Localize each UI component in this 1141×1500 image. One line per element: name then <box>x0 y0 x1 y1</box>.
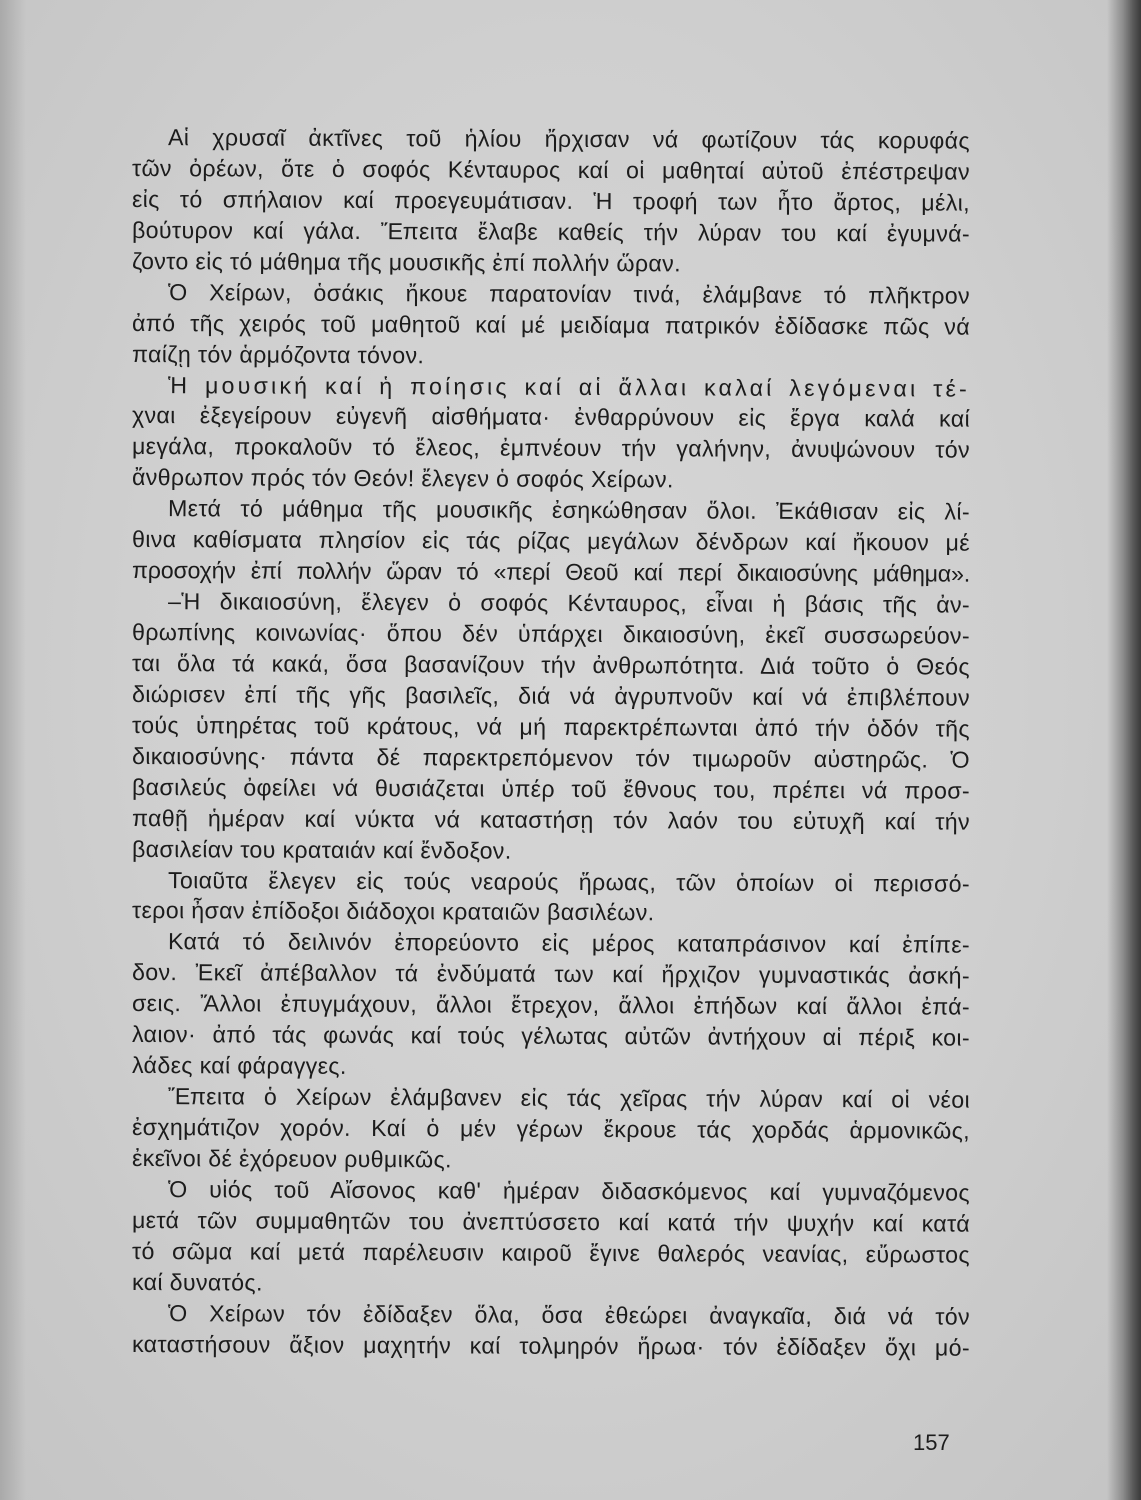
text-line: θρωπίνης κοινωνίας· ὅπου δέν ὑπάρχει δικαιοσύνη, ἐκεῖ συσσωρεύον- <box>131 619 971 649</box>
text-line: ἐσχημάτιζον χορόν. Καί ὁ μέν γέρων ἔκρουε τάς χορδάς ἁρμονικῶς, <box>131 1114 971 1144</box>
page-edge-shadow <box>1107 0 1141 1500</box>
text-line: θινα καθίσματα πλησίον εἰς τάς ρίζας μεγάλων δένδρων καί ἤκουον μέ <box>131 526 971 556</box>
text-line: τεροι ἦσαν ἐπίδοξοι διάδοχοι κραταιῶν βασιλέων. <box>131 897 655 926</box>
text-line: λάδες καί φάραγγες. <box>131 1052 347 1080</box>
text-line: χναι ἐξεγείρουν εὐγενῆ αἰσθήματα· ἐνθαρρύνουν εἰς ἔργα καλά καί <box>131 402 971 433</box>
text-line: τῶν ὀρέων, ὅτε ὁ σοφός Κένταυρος καί οἱ μαθηταί αὐτοῦ ἐπέστρεψαν <box>131 154 971 185</box>
text-line: ἄνθρωπον πρός τόν Θεόν! ἔλεγεν ὁ σοφός Χείρων. <box>131 464 674 493</box>
text-line: Ὁ υἱός τοῦ Αἴσονος καθ' ἡμέραν διδασκόμενος καί γυμναζόμενος <box>167 1176 971 1206</box>
text-line: Ὁ Χείρων τόν ἐδίδαξεν ὅλα, ὅσα ἐθεώρει ἀναγκαῖα, διά νά τόν <box>167 1299 971 1330</box>
text-line: Ἡ μουσική καί ἡ ποίησις καί αἱ ἄλλαι καλαί λεγόμεναι τέ- <box>167 371 971 402</box>
text-line: εἰς τό σπήλαιον καί προεγευμάτισαν. Ἡ τροφή των ἦτο ἄρτος, μέλι, <box>131 185 971 216</box>
text-line: Αἱ χρυσαῖ ἀκτῖνες τοῦ ἡλίου ἤρχισαν νά φωτίζουν τάς κορυφάς <box>167 124 971 154</box>
text-line: ται ὅλα τά κακά, ὅσα βασανίζουν τήν ἀνθρωπότητα. Διά τοῦτο ὁ Θεός <box>131 649 971 680</box>
text-line: ἐκεῖνοι δέ ἐχόρευον ρυθμικῶς. <box>131 1144 452 1173</box>
text-line: λαιον· ἀπό τάς φωνάς καί τούς γέλωτας αὐτῶν ἀντήχουν αἱ πέριξ κοι- <box>131 1021 971 1051</box>
text-line: ζοντο εἰς τό μάθημα τῆς μουσικῆς ἐπί πολλήν ὥραν. <box>131 247 681 277</box>
text-line: Μετά τό μάθημα τῆς μουσικῆς ἐσηκώθησαν ὅλοι. Ἐκάθισαν εἰς λί- <box>167 495 971 525</box>
text-line: δικαιοσύνης· πάντα δέ παρεκτρεπόμενον τόν τιμωροῦν αὐστηρῶς. Ὁ <box>131 742 971 773</box>
text-line: –Ἡ δικαιοσύνη, ἔλεγεν ὁ σοφός Κένταυρος, εἶναι ἡ βάσις τῆς ἀν- <box>167 588 971 618</box>
text-line: δον. Ἐκεῖ ἀπέβαλλον τά ἐνδύματά των καί ἤρχιζον γυμναστικάς ἀσκή- <box>131 959 971 989</box>
text-line: τό σῶμα καί μετά παρέλευσιν καιροῦ ἔγινε θαλερός νεανίας, εὔρωστος <box>131 1237 971 1268</box>
text-line: τούς ὑπηρέτας τοῦ κράτους, νά μή παρεκτρέπωνται ἀπό τήν ὁδόν τῆς <box>131 711 971 742</box>
text-line: Τοιαῦτα ἔλεγεν εἰς τούς νεαρούς ἥρωας, τῶν ὁποίων οἱ περισσό- <box>167 866 971 897</box>
text-line: Κατά τό δειλινόν ἐπορεύοντο εἰς μέρος καταπράσινον καί ἐπίπε- <box>167 928 971 959</box>
text-line: Ὁ Χείρων, ὁσάκις ἤκουε παρατονίαν τινά, ἐλάμβανε τό πλῆκτρον <box>167 278 971 309</box>
text-line: βούτυρον καί γάλα. Ἔπειτα ἔλαβε καθείς τήν λύραν του καί ἐγυμνά- <box>131 216 971 247</box>
text-line: Ἔπειτα ὁ Χείρων ἐλάμβανεν εἰς τάς χεῖρας τήν λύραν καί οἱ νέοι <box>167 1083 971 1113</box>
text-line: παθῇ ἡμέραν καί νύκτα νά καταστήσῃ τόν λαόν του εὐτυχῆ καί τήν <box>131 804 971 835</box>
text-line: μετά τῶν συμμαθητῶν του ἀνεπτύσσετο καί κατά τήν ψυχήν καί κατά <box>131 1206 971 1237</box>
text-line: καταστήσουν ἄξιον μαχητήν καί τολμηρόν ἥρωα· τόν ἐδίδαξεν ὄχι μό- <box>131 1330 971 1361</box>
text-line: σεις. Ἄλλοι ἐπυγμάχουν, ἄλλοι ἔτρεχον, ἄλλοι ἐπήδων καί ἄλλοι ἐπά- <box>131 990 971 1020</box>
text-line: βασιλείαν του κραταιάν καί ἔνδοξον. <box>131 835 512 864</box>
text-line: προσοχήν ἐπί πολλήν ὥραν τό «περί Θεοῦ καί περί δικαιοσύνης μάθημα». <box>131 557 971 587</box>
text-line: παίζῃ τόν ἁρμόζοντα τόνον. <box>131 340 425 368</box>
text-line: βασιλεύς ὀφείλει νά θυσιάζεται ὑπέρ τοῦ ἔθνους του, πρέπει νά προσ- <box>131 773 971 804</box>
text-line: διώρισεν ἐπί τῆς γῆς βασιλεῖς, διά νά ἀγρυπνοῦν καί νά ἐπιβλέπουν <box>131 680 971 711</box>
spine-shadow <box>0 0 26 1500</box>
text-line: ἀπό τῆς χειρός τοῦ μαθητοῦ καί μέ μειδίαμα πατρικόν ἐδίδασκε πῶς νά <box>131 309 971 340</box>
text-line: καί δυνατός. <box>131 1268 263 1296</box>
text-line: μεγάλα, προκαλοῦν τό ἔλεος, ἐμπνέουν τήν γαλήνην, ἀνυψώνουν τόν <box>131 433 971 464</box>
body-text <box>132 122 970 1360</box>
page-number: 157 <box>913 1430 950 1455</box>
